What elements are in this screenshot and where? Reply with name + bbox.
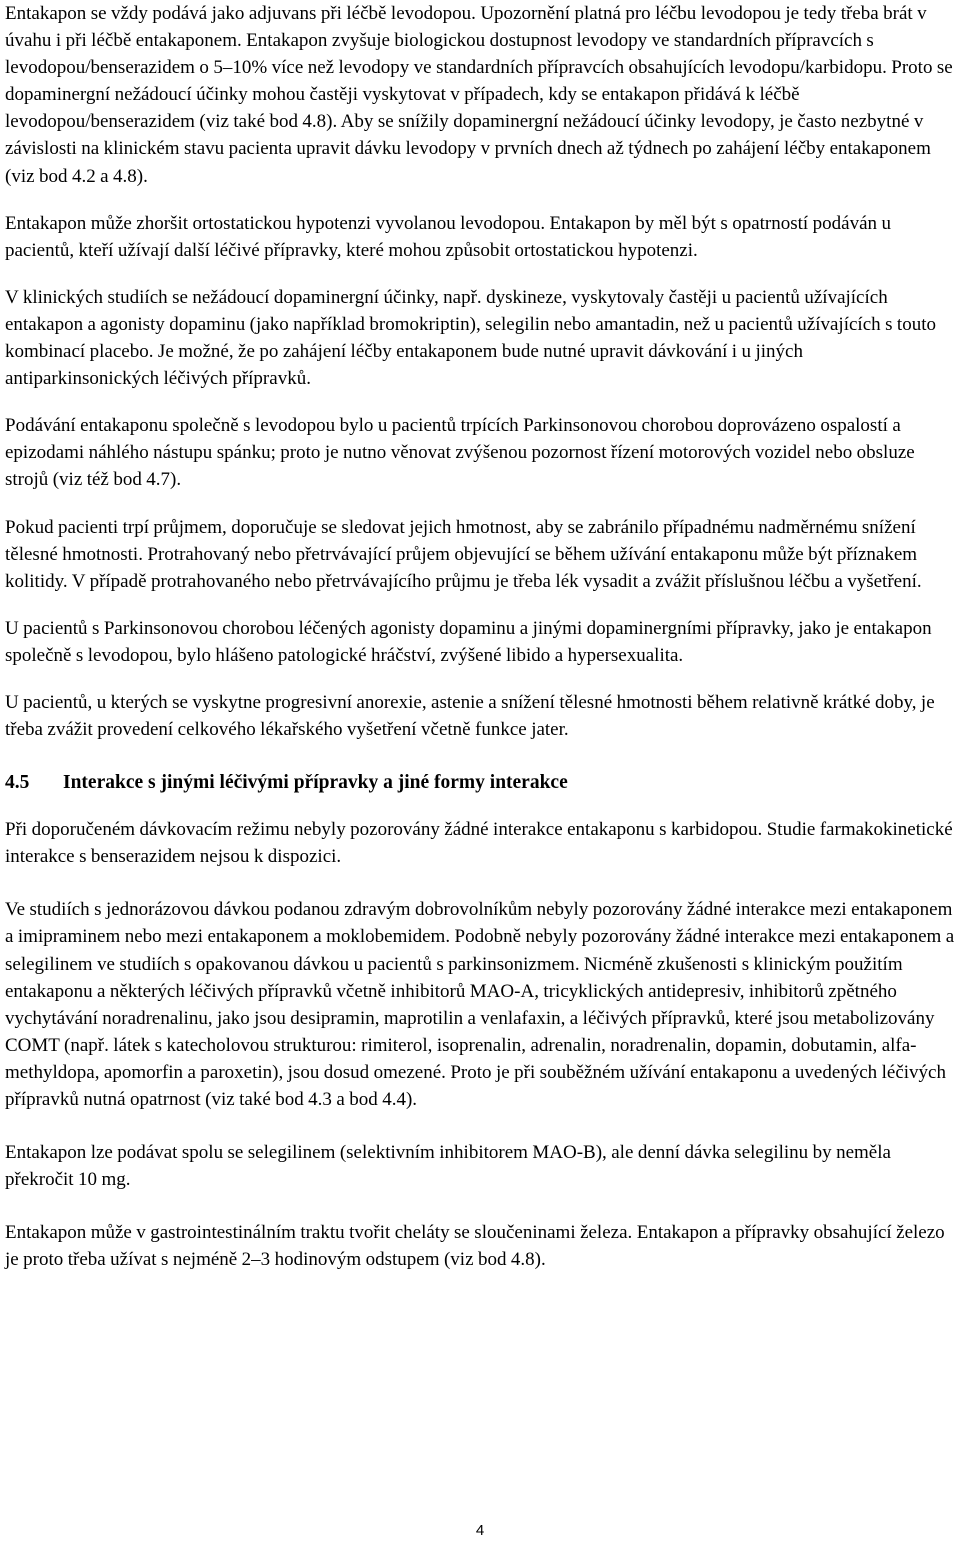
section-number: 4.5 xyxy=(5,772,30,794)
paragraph-somnolence: Podávání entakaponu společně s levodopou bylo u pacientů trpících Parkinsonovou chorobou doprovázeno ospalostí a epizodami náhlého nástupu spánku; proto je nutno věnovat zvýšenou pozornost řízení motorových vozidel nebo obsluze strojů (viz též bod 4.7). xyxy=(5,415,915,491)
section-title: Interakce s jinými léčivými přípravky a jiné formy interakce xyxy=(63,772,568,794)
paragraph-orthostatic-hypotension: Entakapon může zhoršit ortostatickou hypotenzi vyvolanou levodopou. Entakapon by měl být s opatrností podáván u pacientů, kteří užívají další léčivé přípravky, které mohou způsobit ortostatickou hypotenzi. xyxy=(5,212,891,261)
paragraph-levodopa-adjuvant: Entakapon se vždy podává jako adjuvans při léčbě levodopou. Upozornění platná pro léčbu levodopou je tedy třeba brát v úvahu i při léčbě entakaponem. Entakapon zvyšuje biologickou dostupnost levodopy ve standardních přípravcích s levodopou/benserazidem o 5–10% více než levodopy ve standardních přípravcích obsahujících levodopu/karbidopu. Proto se dopaminergní nežádoucí účinky mohou častěji vyskytovat v případech, kdy se entakapon přidává k léčbě levodopou/benserazidem (viz také bod 4.8). Aby se snížily dopaminergní nežádoucí účinky levodopy, je často nezbytné v závislosti na klinickém stavu pacienta upravit dávku levodopy v prvních dnech až týdnech po zahájení léčby entakaponem (viz bod 4.2 a 4.8). xyxy=(5,3,953,187)
section-heading xyxy=(5,769,955,796)
page-number: 4 xyxy=(475,1522,485,1539)
paragraph-single-dose-studies: Ve studiích s jednorázovou dávkou podanou zdravým dobrovolníkům nebyly pozorovány žádné interakce mezi entakaponem a imipraminem nebo mezi entakaponem a moklobemidem. Podobně nebyly pozorovány žádné interakce mezi entakaponem a selegilinem ve studiích s opakovanou dávkou u pacientů s parkinsonizmem. Nicméně zkušenosti s klinickým použitím entakaponu a některých léčivých přípravků včetně inhibitorů MAO-A, tricyklických antidepresiv, inhibitorů zpětného vychytávání noradrenalinu, jako jsou desipramin, maprotilin a venlafaxin, a léčivých přípravků, které jsou metabolizovány COMT (např. látek s katecholovou strukturou: rimiterol, isoprenalin, adrenalin, noradrenalin, dopamin, dobutamin, alfa-methyldopa, apomorfin a paroxetin), jsou dosud omezené. Proto je při souběžném užívání entakaponu a uvedených léčivých přípravků nutná opatrnost (viz také bod 4.3 a bod 4.4). xyxy=(5,899,955,1110)
paragraph-impulse-control: U pacientů s Parkinsonovou chorobou léčených agonisty dopaminu a jinými dopaminergními přípravky, jako je entakapon společně s levodopou, bylo hlášeno patologické hráčství, zvýšené libido a hypersexualita. xyxy=(5,617,932,666)
paragraph-iron-chelates: Entakapon může v gastrointestinálním traktu tvořit cheláty se sloučeninami železa. Entakapon a přípravky obsahující železo je proto třeba užívat s nejméně 2–3 hodinovým odstupem (viz bod 4.8). xyxy=(5,1222,945,1271)
paragraph-diarrhoea: Pokud pacienti trpí průjmem, doporučuje se sledovat jejich hmotnost, aby se zabránilo případnému nadměrnému snížení tělesné hmotnosti. Protrahovaný nebo přetrvávající průjem objevující se během užívání entakaponu může být příznakem kolitidy. V případě protrahovaného nebo přetrvávajícího průjmu je třeba lék vysadit a zvážit příslušnou léčbu a vyšetření. xyxy=(5,516,922,592)
document-page xyxy=(5,0,955,1273)
paragraph-carbidopa-interaction: Při doporučeném dávkovacím režimu nebyly pozorovány žádné interakce entakaponu s karbidopou. Studie farmakokinetické interakce s benserazidem nejsou k dispozici. xyxy=(5,819,953,868)
paragraph-dopaminergic-effects: V klinických studiích se nežádoucí dopaminergní účinky, např. dyskineze, vyskytovaly častěji u pacientů užívajících entakapon a agonisty dopaminu (jako například bromokriptin), selegilin nebo amantadin, než u pacientů užívajících s touto kombinací placebo. Je možné, že po zahájení léčby entakaponem bude nutné upravit dávkování i u jiných antiparkinsonických léčivých přípravků. xyxy=(5,286,936,390)
paragraph-selegiline: Entakapon lze podávat spolu se selegilinem (selektivním inhibitorem MAO-B), ale denní dávka selegilinu by neměla překročit 10 mg. xyxy=(5,1142,891,1191)
paragraph-anorexia: U pacientů, u kterých se vyskytne progresivní anorexie, astenie a snížení tělesné hmotnosti během relativně krátké doby, je třeba zvážit provedení celkového lékařského vyšetření včetně funkce jater. xyxy=(5,691,935,741)
